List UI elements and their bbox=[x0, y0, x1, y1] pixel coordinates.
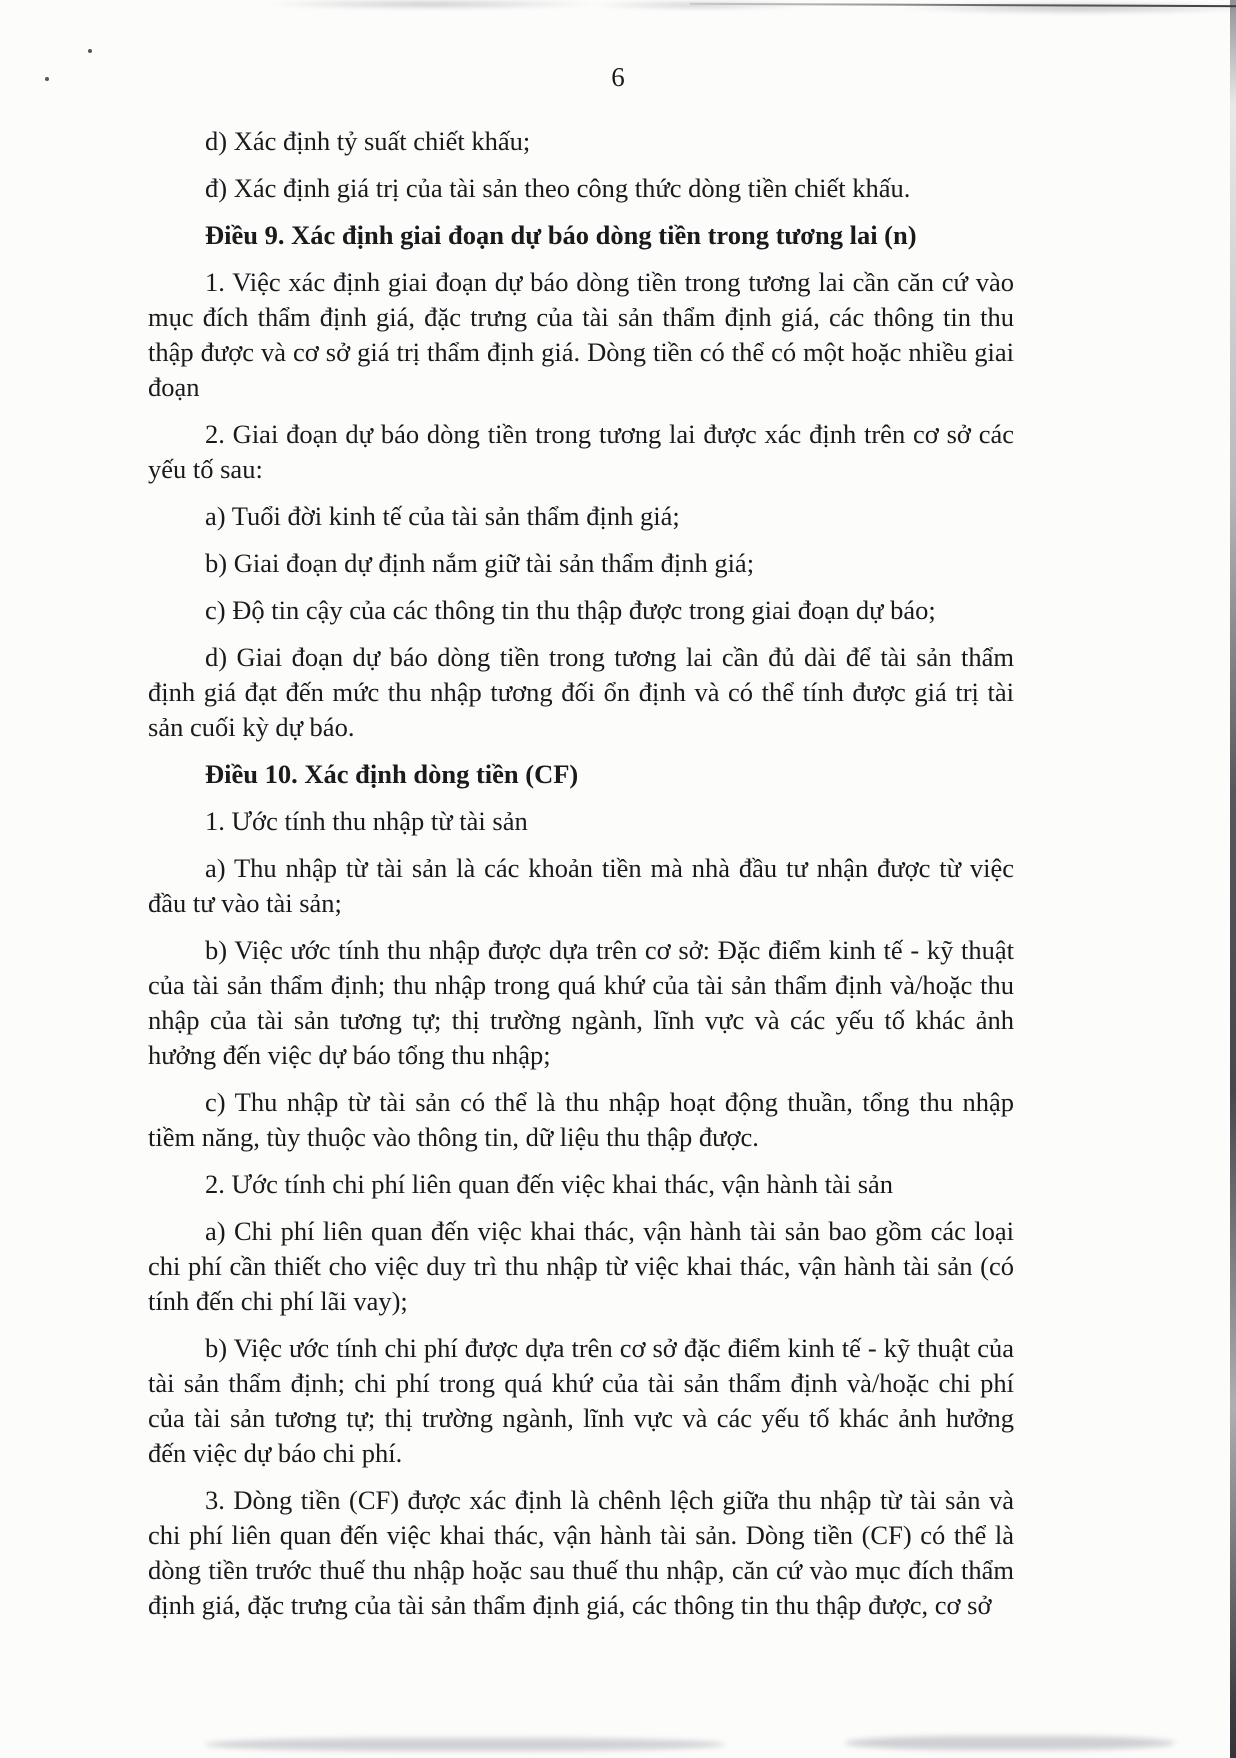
article-9-heading: Điều 9. Xác định giai đoạn dự báo dòng tiền trong tương lai (n) bbox=[205, 220, 917, 250]
scan-smudge-bottom-left bbox=[205, 1738, 725, 1751]
article-10-heading: Điều 10. Xác định dòng tiền (CF) bbox=[205, 759, 579, 789]
article-9-clause-2-item-a: a) Tuổi đời kinh tế của tài sản thẩm định giá; bbox=[205, 501, 680, 531]
page-edge-shadow-right bbox=[1230, 0, 1236, 1758]
article-10-clause-2-item-a: a) Chi phí liên quan đến việc khai thác, vận hành tài sản bao gồm các loại chi phí cần thiết cho việc duy trì thu nhập từ việc khai thác, vận hành tài sản (có tính đến chi phí lãi vay); bbox=[148, 1216, 1014, 1316]
article-10-clause-1-item-a: a) Thu nhập từ tài sản là các khoản tiền mà nhà đầu tư nhận được từ việc đầu tư vào tài sản; bbox=[148, 853, 1014, 918]
article-10-clause-1-item-b: b) Việc ước tính thu nhập được dựa trên cơ sở: Đặc điểm kinh tế - kỹ thuật của tài sản thẩm định; thu nhập trong quá khứ của tài sản thẩm định và/hoặc thu nhập của tài sản tương tự; thị trường ngành, lĩnh vực và các yếu tố khác ảnh hưởng đến việc dự báo tổng thu nhập; bbox=[148, 935, 1014, 1070]
ink-speck bbox=[88, 49, 92, 53]
scan-smudge-bottom-right bbox=[845, 1736, 1175, 1750]
article-9-clause-2-intro: 2. Giai đoạn dự báo dòng tiền trong tương lai được xác định trên cơ sở các yếu tố sau: bbox=[148, 419, 1014, 484]
list-item-dd-asset-value: đ) Xác định giá trị của tài sản theo công thức dòng tiền chiết khấu. bbox=[205, 173, 911, 203]
article-10-clause-3: 3. Dòng tiền (CF) được xác định là chênh lệch giữa thu nhập từ tài sản và chi phí liên quan đến việc khai thác, vận hành tài sản. Dòng tiền (CF) có thể là dòng tiền trước thuế thu nhập hoặc sau thuế thu nhập, căn cứ vào mục đích thẩm định giá, đặc trưng của tài sản thẩm định giá, các thông tin thu thập được, cơ sở bbox=[148, 1485, 1014, 1620]
article-9-clause-2-item-d: d) Giai đoạn dự báo dòng tiền trong tương lai cần đủ dài để tài sản thẩm định giá đạt đến mức thu nhập tương đối ổn định và có thể tính được giá trị tài sản cuối kỳ dự báo. bbox=[148, 642, 1014, 742]
article-9-clause-2-item-c: c) Độ tin cậy của các thông tin thu thập được trong giai đoạn dự báo; bbox=[205, 595, 936, 625]
article-9-clause-2-item-b: b) Giai đoạn dự định nắm giữ tài sản thẩm định giá; bbox=[205, 548, 755, 578]
article-10-clause-1-item-c: c) Thu nhập từ tài sản có thể là thu nhập hoạt động thuần, tổng thu nhập tiềm năng, tùy thuộc vào thông tin, dữ liệu thu thập được. bbox=[148, 1087, 1014, 1152]
scan-smudge-top bbox=[0, 0, 1236, 16]
article-9-clause-1: 1. Việc xác định giai đoạn dự báo dòng tiền trong tương lai cần căn cứ vào mục đích thẩm định giá, đặc trưng của tài sản thẩm định giá, các thông tin thu thập được và cơ sở giá trị thẩm định giá. Dòng tiền có thể có một hoặc nhiều giai đoạn bbox=[148, 267, 1014, 402]
article-10-clause-1-intro: 1. Ước tính thu nhập từ tài sản bbox=[205, 806, 528, 836]
list-item-d-discount-rate: d) Xác định tỷ suất chiết khấu; bbox=[205, 126, 531, 156]
document-body bbox=[148, 124, 1014, 1635]
article-10-clause-2-intro: 2. Ước tính chi phí liên quan đến việc khai thác, vận hành tài sản bbox=[205, 1169, 894, 1199]
page-number: 6 bbox=[611, 62, 625, 92]
article-10-clause-2-item-b: b) Việc ước tính chi phí được dựa trên cơ sở đặc điểm kinh tế - kỹ thuật của tài sản thẩm định; chi phí trong quá khứ của tài sản thẩm định và/hoặc chi phí của tài sản tương tự; thị trường ngành, lĩnh vực và các yếu tố khác ảnh hưởng đến việc dự báo chi phí. bbox=[148, 1333, 1014, 1468]
